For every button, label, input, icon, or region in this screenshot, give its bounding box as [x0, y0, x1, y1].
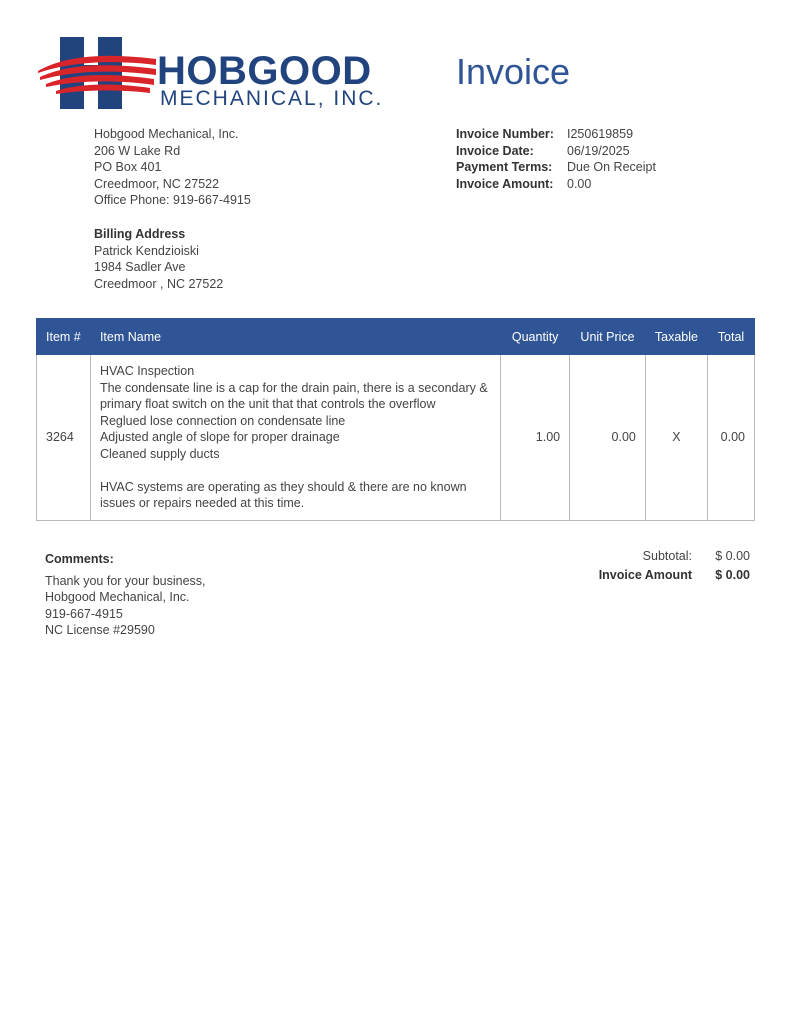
meta-value: 0.00: [567, 176, 592, 191]
cell-item-description: [90, 355, 500, 521]
meta-row-invoice-number: [456, 126, 656, 143]
meta-label: Payment Terms:: [456, 160, 553, 174]
meta-value: Due On Receipt: [567, 160, 656, 174]
cell-item-number: 3264: [37, 355, 91, 521]
subtotal-label: Subtotal:: [642, 549, 692, 563]
company-po-box: PO Box 401: [94, 160, 162, 174]
cell-taxable: X: [645, 355, 707, 521]
comment-line: Hobgood Mechanical, Inc.: [45, 590, 190, 604]
comment-line: NC License #29590: [45, 623, 155, 637]
meta-value: 06/19/2025: [567, 143, 630, 158]
invoice-amount-row: [580, 566, 750, 585]
description-line: Adjusted angle of slope for proper drainage: [99, 430, 340, 444]
comment-line: 919-667-4915: [45, 606, 123, 621]
meta-label: Invoice Date:: [456, 143, 534, 158]
logo-name-line1: HOBGOOD: [157, 49, 372, 93]
document-title: Invoice: [456, 51, 571, 92]
company-logo: [36, 33, 386, 113]
logo-name-line2: MECHANICAL, INC.: [160, 87, 384, 110]
items-table: [36, 318, 755, 521]
column-header-item-number: Item #: [37, 319, 91, 355]
comments-section: [45, 551, 206, 639]
totals-section: [580, 547, 750, 585]
description-line: HVAC Inspection: [99, 364, 195, 378]
cell-quantity: 1.00: [501, 355, 570, 521]
invoice-meta: [456, 126, 656, 192]
table-header-row: [37, 319, 755, 355]
description-line: issues or repairs needed at this time.: [99, 496, 305, 510]
description-line: Cleaned supply ducts: [99, 446, 220, 461]
description-spacer: [100, 462, 491, 479]
invoice-amount-value: $ 0.00: [715, 568, 750, 582]
column-header-taxable: Taxable: [645, 319, 707, 355]
meta-label: Invoice Amount:: [456, 176, 554, 191]
comments-heading: Comments:: [45, 552, 114, 566]
company-street: 206 W Lake Rd: [94, 143, 181, 158]
billing-name: Patrick Kendzioiski: [94, 243, 199, 258]
company-phone: Office Phone: 919-667-4915: [94, 193, 251, 207]
billing-city-state-zip: Creedmoor , NC 27522: [94, 276, 224, 291]
invoice-amount-label: Invoice Amount: [598, 568, 692, 582]
company-city-state-zip: Creedmoor, NC 27522: [94, 176, 220, 191]
description-line: The condensate line is a cap for the drain pain, there is a secondary &: [99, 380, 488, 395]
subtotal-value: $ 0.00: [715, 549, 750, 563]
meta-row-invoice-date: [456, 143, 656, 160]
meta-value: I250619859: [567, 127, 634, 141]
cell-total: 0.00: [707, 355, 754, 521]
subtotal-row: [580, 547, 750, 566]
description-line: primary float switch on the unit that that controls the overflow: [99, 397, 436, 411]
billing-street: 1984 Sadler Ave: [94, 260, 186, 274]
company-name: Hobgood Mechanical, Inc.: [94, 127, 239, 141]
column-header-total: Total: [707, 319, 754, 355]
description-line: Reglued lose connection on condensate line: [99, 413, 346, 428]
column-header-unit-price: Unit Price: [570, 319, 646, 355]
column-header-quantity: Quantity: [501, 319, 570, 355]
table-row: [37, 355, 755, 521]
billing-heading: Billing Address: [94, 227, 186, 241]
cell-unit-price: 0.00: [570, 355, 646, 521]
meta-row-invoice-amount: [456, 176, 656, 193]
comment-line: Thank you for your business,: [45, 573, 206, 588]
company-address: [94, 126, 251, 209]
column-header-item-name: Item Name: [90, 319, 500, 355]
description-line: HVAC systems are operating as they should & there are no known: [99, 479, 467, 494]
meta-row-payment-terms: [456, 159, 656, 176]
meta-label: Invoice Number:: [456, 127, 554, 141]
billing-address: [94, 226, 223, 292]
